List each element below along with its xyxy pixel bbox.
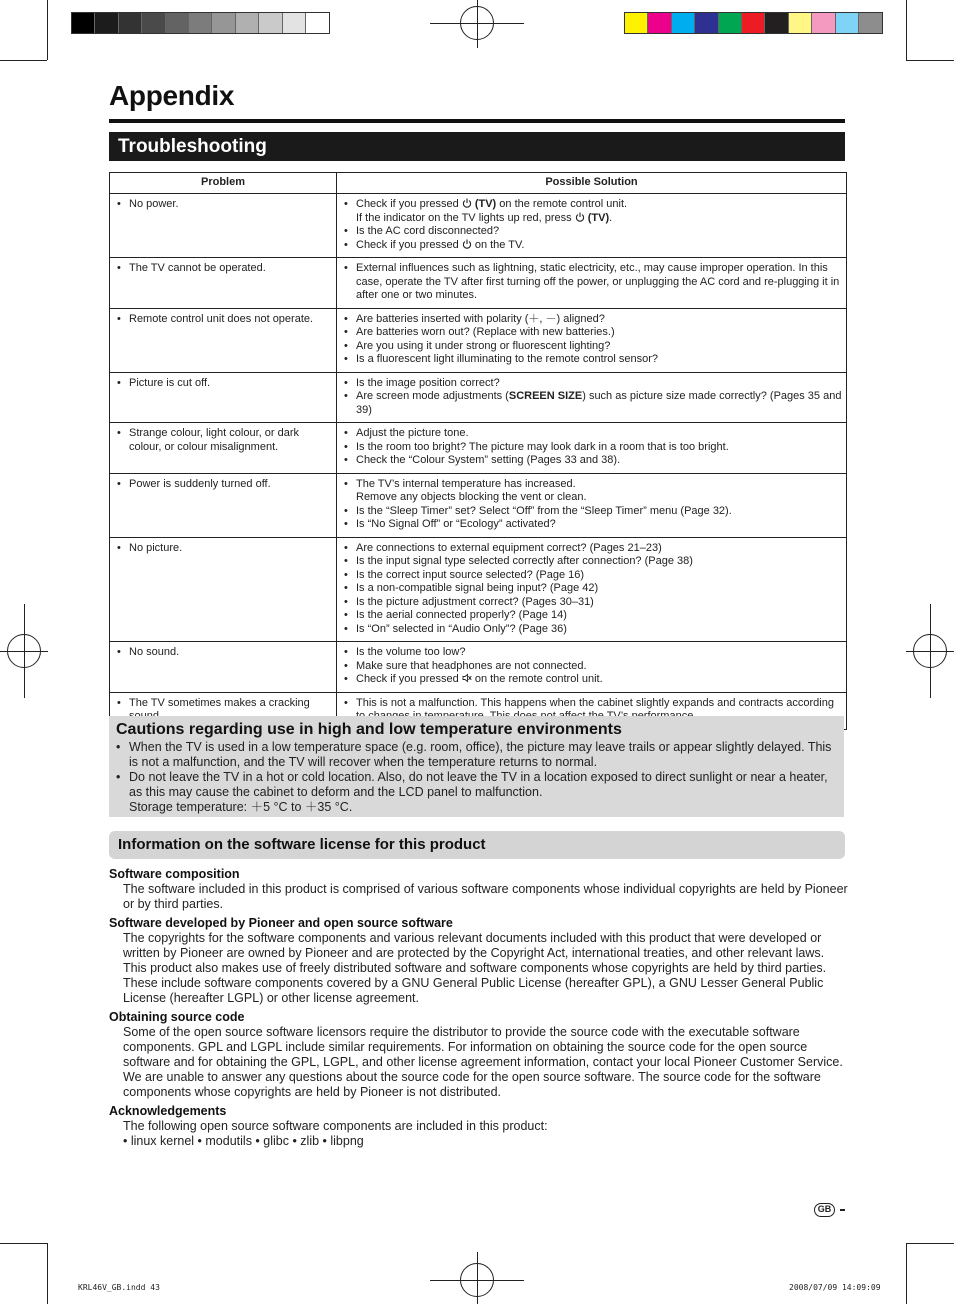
solution-cell: [337, 537, 847, 642]
problem-text: • No sound.: [114, 646, 332, 660]
section-title: Troubleshooting: [118, 136, 267, 157]
title-rule: [109, 119, 845, 123]
problem-cell: [110, 308, 337, 372]
caution-item: • When the TV is used in a low temperature space (e.g. room, office), the picture may leave trails or appear slightly delayed. This is not a malfunction, and the TV will recover when the temperature returns to normal.: [116, 740, 836, 770]
solution-item: • Is a fluorescent light illuminating to the remote control sensor?: [341, 353, 842, 367]
footer-timestamp: 2008/07/09 14:09:09: [789, 1283, 881, 1292]
license-paragraph: The software included in this product is comprised of various software components whose individual copyrights are held by Pioneer or by third parties.: [123, 882, 848, 911]
solution-item: • The TV’s internal temperature has increased. Remove any objects blocking the vent or clean.: [341, 478, 842, 505]
table-row: [110, 258, 847, 309]
registration-line: [24, 604, 25, 698]
color-swatch: [259, 13, 282, 33]
footer-file-name: KRL46V_GB.indd 43: [78, 1283, 160, 1292]
problem-text: • Power is suddenly turned off.: [114, 478, 332, 492]
table-row: [110, 423, 847, 474]
crop-mark: [906, 0, 907, 60]
color-swatch: [142, 13, 165, 33]
license-paragraph: The following open source software components are included in this product:: [123, 1119, 548, 1133]
license-heading: Software developed by Pioneer and open source software: [109, 916, 453, 930]
solution-item: • Check if you pressed on the TV.: [341, 239, 842, 253]
solution-cell: [337, 473, 847, 537]
page-title: Appendix: [109, 80, 235, 111]
solution-item: • Are you using it under strong or fluorescent lighting?: [341, 340, 842, 354]
license-body: [109, 867, 849, 1150]
color-calibration-bar: [624, 12, 883, 34]
solution-item: • Make sure that headphones are not connected.: [341, 660, 842, 674]
solution-cell: [337, 642, 847, 693]
crop-mark: [906, 1243, 954, 1244]
license-heading: Software composition: [109, 867, 240, 881]
table-row: [110, 372, 847, 423]
problem-cell: [110, 423, 337, 474]
cautions-list: [116, 740, 836, 815]
color-swatch: [72, 13, 95, 33]
color-swatch: [236, 13, 259, 33]
solution-item: • External influences such as lightning, static electricity, etc., may cause improper operation. In this case, operate the TV after first turning off the power, or unplugging the AC cord and re-plugging it in after one or two minutes.: [341, 262, 842, 303]
crop-mark: [0, 1243, 47, 1244]
table-row: [110, 473, 847, 537]
bold-label: (TV): [471, 198, 497, 210]
problem-cell: [110, 642, 337, 693]
table-row: [110, 194, 847, 258]
problem-cell: [110, 473, 337, 537]
gray-calibration-bar: [71, 12, 330, 34]
problem-text: • No picture.: [114, 542, 332, 556]
color-swatch: [859, 13, 882, 33]
license-title: Information on the software license for this product: [118, 836, 486, 853]
color-swatch: [789, 13, 812, 33]
cautions-box: [109, 716, 844, 817]
power-icon: [575, 212, 585, 222]
power-icon: [462, 239, 472, 249]
color-swatch: [625, 13, 648, 33]
solution-item: • Is the AC cord disconnected?: [341, 225, 842, 239]
storage-temperature: Storage temperature: ＋5 °C to ＋35 °C.: [129, 800, 353, 814]
crop-mark: [0, 60, 47, 61]
color-swatch: [812, 13, 835, 33]
column-header-solution: Possible Solution: [337, 173, 847, 194]
color-swatch: [166, 13, 189, 33]
section-header-troubleshooting: [109, 132, 845, 161]
solution-cell: [337, 423, 847, 474]
problem-cell: [110, 537, 337, 642]
license-heading: Acknowledgements: [109, 1104, 227, 1118]
solution-subtext: Remove any objects blocking the vent or clean.: [356, 491, 587, 503]
license-paragraph: The copyrights for the software components and various relevant documents included with this product that were developed or written by Pioneer are owned by Pioneer and are protected by the Copyright Act, international treaties, and other relevant laws. This product also makes use of freely distributed software and software components whose copyrights are held by third parties. These include software components covered by a GNU General Public License (hereafter GPL), a GNU Lesser General Public License (hereafter LGPL) or other license agreement.: [123, 931, 827, 1005]
color-swatch: [672, 13, 695, 33]
solution-item: • Is a non-compatible signal being input? (Page 42): [341, 582, 842, 596]
troubleshooting-table: [109, 172, 847, 730]
color-swatch: [306, 13, 329, 33]
color-swatch: [212, 13, 235, 33]
color-swatch: [836, 13, 859, 33]
crop-mark: [906, 60, 954, 61]
page-number-dash: [840, 1209, 845, 1211]
crop-mark: [47, 0, 48, 60]
table-row: [110, 537, 847, 642]
table-row: [110, 642, 847, 693]
solution-item: • Is the “Sleep Timer” set? Select “Off” from the “Sleep Timer” menu (Page 32).: [341, 505, 842, 519]
registration-line: [930, 604, 931, 698]
registration-line: [477, 0, 478, 48]
license-section-header: [109, 831, 845, 859]
solution-item: • Check if you pressed (TV) on the remote control unit. If the indicator on the TV lights up red, press (TV).: [341, 198, 842, 225]
license-paragraph: Some of the open source software licensors require the distributor to provide the source code with the executable software components. GPL and LGPL include similar requirements. For information on obtaining the source code for the open source software and for obtaining the GPL, LGPL, and other license agreement information, contact your local Pioneer Customer Service. We are unable to answer any questions about the source code for the open source software. The source code for the software components whose copyrights are held by Pioneer is not distributed.: [123, 1025, 843, 1099]
problem-text: • Remote control unit does not operate.: [114, 313, 332, 327]
color-swatch: [695, 13, 718, 33]
solution-item: • Are batteries worn out? (Replace with new batteries.): [341, 326, 842, 340]
table-row: [110, 308, 847, 372]
solution-item: • This is not a malfunction. This happens when the cabinet slightly expands and contracts according: [341, 697, 842, 724]
bold-label: SCREEN SIZE: [508, 390, 583, 402]
caution-item: [116, 770, 836, 815]
license-component-list: • linux kernel • modutils • glibc • zlib • libpng: [123, 1134, 364, 1148]
color-swatch: [119, 13, 142, 33]
language-marker-gb: GB: [814, 1203, 835, 1217]
solution-item: • Check the “Colour System” setting (Pages 33 and 38).: [341, 454, 842, 468]
solution-item: • Is “On” selected in “Audio Only”? (Page 36): [341, 623, 842, 637]
crop-mark: [47, 1243, 48, 1304]
color-swatch: [765, 13, 788, 33]
solution-item: • Are connections to external equipment correct? (Pages 21–23): [341, 542, 842, 556]
color-swatch: [719, 13, 742, 33]
problem-text: • Picture is cut off.: [114, 377, 332, 391]
color-swatch: [95, 13, 118, 33]
solution-item: • Is the aerial connected properly? (Page 14): [341, 609, 842, 623]
solution-item: • Is “No Signal Off” or “Ecology” activated?: [341, 518, 842, 532]
table-header-row: [110, 173, 847, 194]
registration-line: [477, 1252, 478, 1304]
problem-text: • No power.: [114, 198, 332, 212]
power-icon: [462, 198, 472, 208]
solution-cell: [337, 372, 847, 423]
solution-item: • Are batteries inserted with polarity (＋, －) aligned?: [341, 313, 842, 327]
cautions-title: Cautions regarding use in high and low temperature environments: [116, 721, 622, 738]
solution-item: • Are screen mode adjustments (SCREEN SIZE) such as picture size made correctly? (Pages 35 and 39): [341, 390, 842, 417]
mute-icon: [462, 673, 472, 683]
problem-text: • The TV cannot be operated.: [114, 262, 332, 276]
problem-cell: [110, 258, 337, 309]
problem-cell: [110, 194, 337, 258]
problem-cell: [110, 372, 337, 423]
solution-item: • Is the input signal type selected correctly after connection? (Page 38): [341, 555, 842, 569]
color-swatch: [648, 13, 671, 33]
solution-cell: [337, 194, 847, 258]
bold-label: (TV): [584, 211, 610, 224]
caution-text: Do not leave the TV in a hot or cold location. Also, do not leave the TV in a location exposed to direct sunlight or near a heater, as this may cause the cabinet to deform and the LCD panel to malfunction.: [129, 770, 828, 799]
solution-item: • Check if you pressed on the remote control unit.: [341, 673, 842, 687]
solution-item: • Adjust the picture tone.: [341, 427, 842, 441]
crop-mark: [906, 1243, 907, 1304]
solution-cell: [337, 258, 847, 309]
column-header-problem: Problem: [110, 173, 337, 194]
problem-text: • Strange colour, light colour, or dark colour, or colour misalignment.: [114, 427, 332, 454]
color-swatch: [283, 13, 306, 33]
solution-subtext: If the indicator on the TV lights up red, press (TV).: [356, 211, 613, 224]
solution-item: • Is the correct input source selected? (Page 16): [341, 569, 842, 583]
solution-item: • Is the volume too low?: [341, 646, 842, 660]
color-swatch: [742, 13, 765, 33]
problem-text: • The TV sometimes makes a cracking: [114, 697, 332, 724]
solution-cell: [337, 308, 847, 372]
color-swatch: [189, 13, 212, 33]
solution-item: • Is the image position correct?: [341, 377, 842, 391]
solution-item: • Is the picture adjustment correct? (Pages 30–31): [341, 596, 842, 610]
solution-item: • Is the room too bright? The picture may look dark in a room that is too bright.: [341, 441, 842, 455]
license-heading: Obtaining source code: [109, 1010, 245, 1024]
